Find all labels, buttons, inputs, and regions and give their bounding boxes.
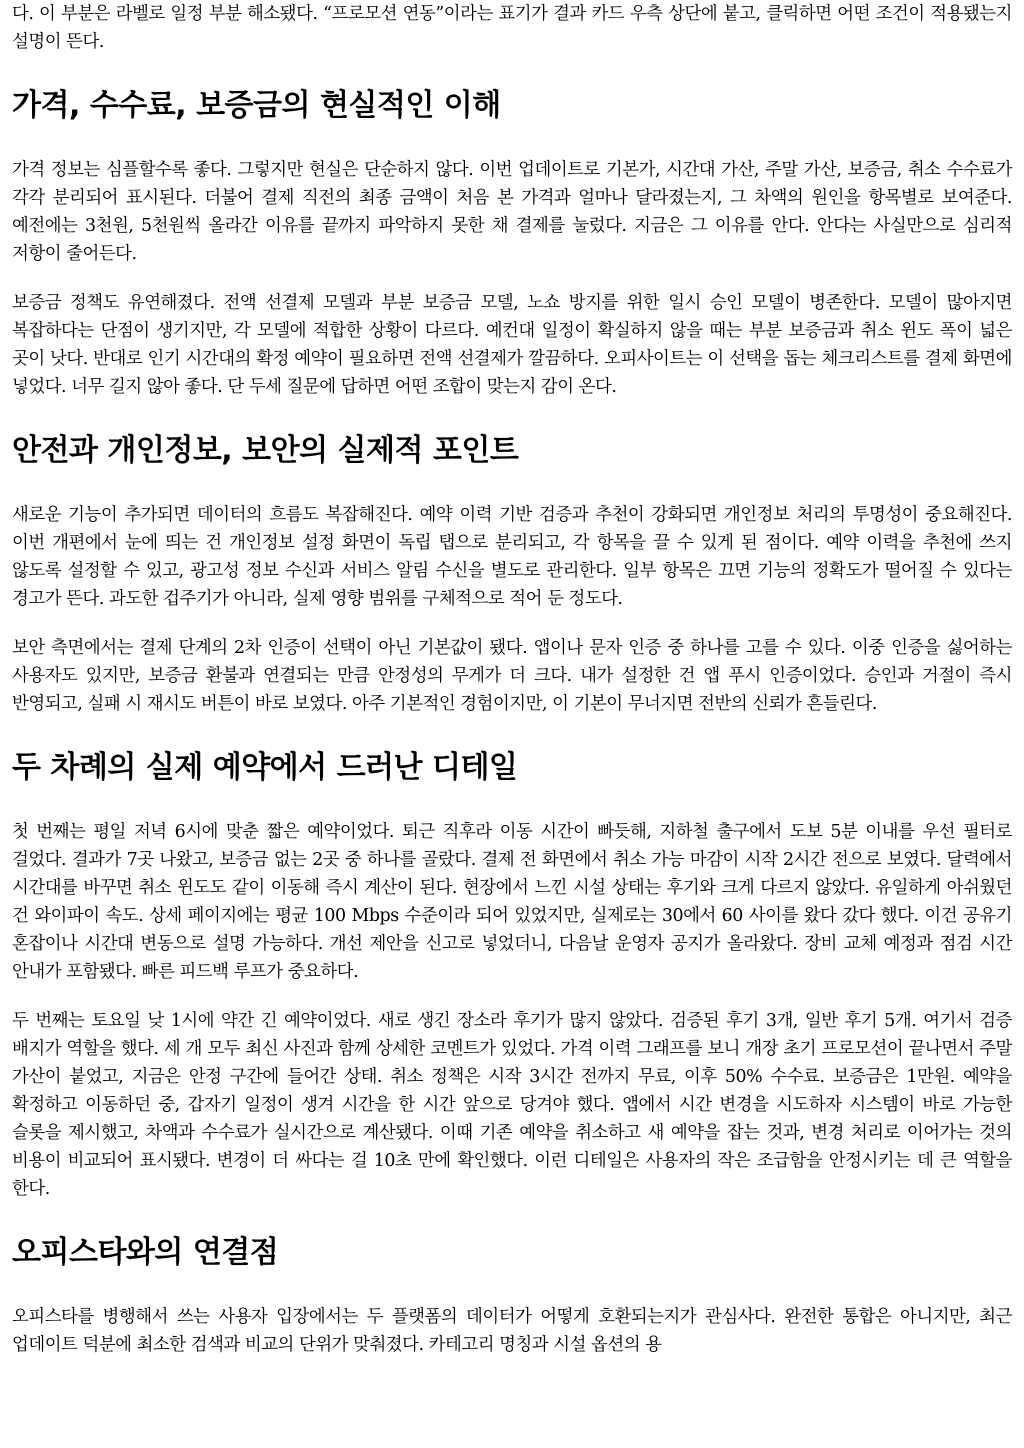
security-paragraph-1: 새로운 기능이 추가되면 데이터의 흐름도 복잡해진다. 예약 이력 기반 검증과 추천이 강화되면 개인정보 처리의 투명성이 중요해진다. 이번 개편에서 눈에 띄는 건 개인정보 설정 화면이 독립 탭으로 분리되고, 각 항목을 끌 수 있게 된 점이다. 예약 이력을 추천에 쓰지 않도록 설정할 수 있고, 광고성 정보 수신과 서비스 알림 수신을 별도로 관리한다. 일부 항목은 끄면 기능의 정확도가 떨어질 수 있다는 경고가 뜬다. 과도한 겁주기가 아니라, 실제 영향 범위를 구체적으로 적어 둔 정도다. [12, 505, 1012, 609]
booking-details-paragraph-2: 두 번째는 토요일 낮 1시에 약간 긴 예약이었다. 새로 생긴 장소라 후기가 많지 않았다. 검증된 후기 3개, 일반 후기 5개. 여기서 검증 배지가 역할을 했다. 세 개 모두 최신 사진과 함께 상세한 코멘트가 있었다. 가격 이력 그래프를 보니 개장 초기 프로모션이 끝나면서 주말 가산이 붙었고, 지금은 안정 구간에 들어간 상태. 취소 정책은 시작 3시간 전까지 무료, 이후 50% 수수료. 보증금은 1만원. 예약을 확정하고 이동하던 중, 갑자기 일정이 생겨 시간을 한 시간 앞으로 당겨야 했다. 앱에서 시간 변경을 시도하자 시스템이 바로 가능한 슬롯을 제시했고, 차액과 수수료가 실시간으로 계산됐다. 이때 기존 예약을 취소하고 새 예약을 잡는 것과, 변경 처리로 이어가는 것의 비용이 비교되어 표시됐다. 변경이 더 싸다는 걸 10초 만에 확인했다. 이런 디테일은 사용자의 작은 조급함을 안정시키는 데 큰 역할을 한다. [12, 1011, 1012, 1199]
intro-paragraph: 다. 이 부분은 라벨로 일정 부분 해소됐다. “프로모션 연동”이라는 표기가 결과 카드 우측 상단에 붙고, 클릭하면 어떤 조건이 적용됐는지 설명이 뜬다. [12, 4, 1012, 52]
pricing-paragraph-2: 보증금 정책도 유연해졌다. 전액 선결제 모델과 부분 보증금 모델, 노쇼 방지를 위한 일시 승인 모델이 병존한다. 모델이 많아지면 복잡하다는 단점이 생기지만, 각 모델에 적합한 상황이 다르다. 예컨대 일정이 확실하지 않을 때는 부분 보증금과 취소 윈도 폭이 넓은 곳이 낫다. 반대로 인기 시간대의 확정 예약이 필요하면 전액 선결제가 깔끔하다. 오피사이트는 이 선택을 돕는 체크리스트를 결제 화면에 넣었다. 너무 길지 않아 좋다. 단 두세 질문에 답하면 어떤 조합이 맞는지 감이 온다. [12, 293, 1012, 397]
section-heading-security: 안전과 개인정보, 보안의 실제적 포인트 [12, 433, 519, 468]
section-heading-offista: 오피스타와의 연결점 [12, 1235, 279, 1270]
pricing-paragraph-1: 가격 정보는 심플할수록 좋다. 그렇지만 현실은 단순하지 않다. 이번 업데이트로 기본가, 시간대 가산, 주말 가산, 보증금, 취소 수수료가 각각 분리되어 표시된다. 더불어 결제 직전의 최종 금액이 처음 본 가격과 얼마나 달라졌는지, 그 차액의 원인을 항목별로 보여준다. 예전에는 3천원, 5천원씩 올라간 이유를 끝까지 파악하지 못한 채 결제를 눌렀다. 지금은 그 이유를 안다. 안다는 사실만으로 심리적 저항이 줄어든다. [12, 160, 1012, 264]
section-heading-pricing: 가격, 수수료, 보증금의 현실적인 이해 [12, 88, 501, 123]
offista-paragraph-1: 오피스타를 병행해서 쓰는 사용자 입장에서는 두 플랫폼의 데이터가 어떻게 호환되는지가 관심사다. 완전한 통합은 아니지만, 최근 업데이트 덕분에 최소한 검색과 비교의 단위가 맞춰졌다. 카테고리 명칭과 시설 옵션의 용 [12, 1307, 1012, 1355]
booking-details-paragraph-1: 첫 번째는 평일 저녁 6시에 맞춘 짧은 예약이었다. 퇴근 직후라 이동 시간이 빠듯해, 지하철 출구에서 도보 5분 이내를 우선 필터로 걸었다. 결과가 7곳 나왔고, 보증금 없는 2곳 중 하나를 골랐다. 결제 전 화면에서 취소 가능 마감이 시작 2시간 전으로 보였다. 달력에서 시간대를 바꾸면 취소 윈도도 같이 이동해 즉시 계산이 된다. 현장에서 느낀 시설 상태는 후기와 크게 다르지 않았다. 유일하게 아쉬웠던 건 와이파이 속도. 상세 페이지에는 평균 100 Mbps 수준이라 되어 있었지만, 실제로는 30에서 60 사이를 왔다 갔다 했다. 이건 공유기 혼잡이나 시간대 변동으로 설명 가능하다. 개선 제안을 신고로 넣었더니, 다음날 운영자 공지가 올라왔다. 장비 교체 예정과 점검 시간 안내가 포함됐다. 빠른 피드백 루프가 중요하다. [12, 822, 1012, 982]
section-heading-booking-details: 두 차례의 실제 예약에서 드러난 디테일 [12, 750, 518, 785]
security-paragraph-2: 보안 측면에서는 결제 단계의 2차 인증이 선택이 아닌 기본값이 됐다. 앱이나 문자 인증 중 하나를 고를 수 있다. 이중 인증을 싫어하는 사용자도 있지만, 보증금 환불과 연결되는 만큼 안정성의 무게가 더 크다. 내가 설정한 건 앱 푸시 인증이었다. 승인과 거절이 즉시 반영되고, 실패 시 재시도 버튼이 바로 보였다. 아주 기본적인 경험이지만, 이 기본이 무너지면 전반의 신뢰가 흔들린다. [12, 638, 1012, 714]
